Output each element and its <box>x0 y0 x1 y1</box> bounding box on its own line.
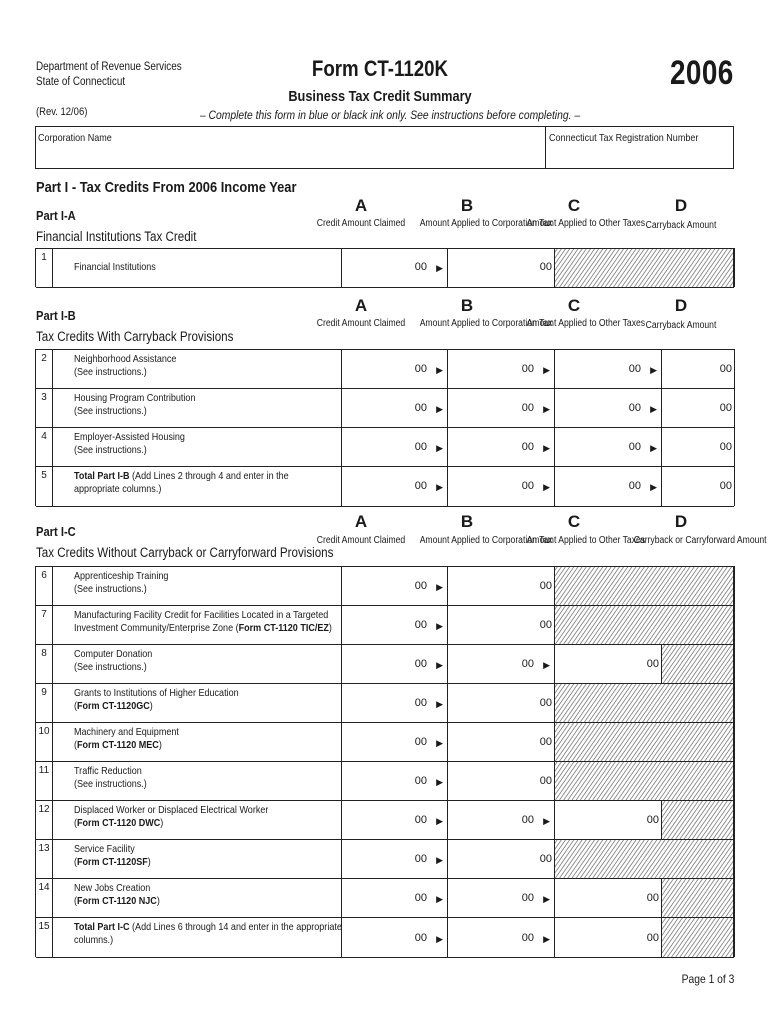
arrow-icon: ▶ <box>436 443 443 453</box>
line11-col-b[interactable] <box>448 762 555 800</box>
line-number: 6 <box>36 567 53 605</box>
column-d-desc: Carryback Amount <box>645 320 717 331</box>
shaded-area <box>662 645 734 683</box>
column-a-desc: Credit Amount Claimed <box>316 218 406 229</box>
shaded-area <box>662 879 734 917</box>
arrow-icon: ▶ <box>543 660 550 670</box>
arrow-icon: ▶ <box>650 365 657 375</box>
arrow-icon: ▶ <box>650 443 657 453</box>
cents: 00 <box>539 580 552 592</box>
table-row <box>36 879 734 918</box>
arrow-icon: ▶ <box>543 443 550 453</box>
cents: 00 <box>646 892 659 904</box>
line-number: 8 <box>36 645 53 683</box>
line-description-cell <box>53 428 342 466</box>
line-number: 4 <box>36 428 53 466</box>
column-a-desc: Credit Amount Claimed <box>316 535 406 546</box>
cents: 00 <box>539 775 552 787</box>
line-description: Neighborhood Assistance (See instructions.) <box>74 353 177 378</box>
department-name <box>36 60 182 90</box>
line4-col-d[interactable] <box>662 428 734 466</box>
cents: 00 <box>719 363 732 375</box>
line-number: 15 <box>36 918 53 957</box>
cents: 00 <box>539 619 552 631</box>
table-row <box>36 567 734 606</box>
form-subtitle: Business Tax Credit Summary <box>288 88 472 105</box>
line10-col-b[interactable] <box>448 723 555 761</box>
line-number: 2 <box>36 350 53 388</box>
column-d-desc: Carryback Amount <box>645 220 717 231</box>
line10-col-a[interactable] <box>341 723 448 761</box>
arrow-icon: ▶ <box>436 482 443 492</box>
corporation-name-field[interactable]: Corporation Name <box>38 132 112 144</box>
department-line: Department of Revenue Services <box>36 61 182 73</box>
line-description: Grants to Institutions of Higher Education (Form CT-1120GC) <box>74 687 239 712</box>
column-b-letter: B <box>460 196 474 215</box>
part-ia-title: Part I-A <box>36 208 76 223</box>
column-c-desc: Amount Applied to Other Taxes <box>526 535 646 546</box>
line-number: 10 <box>36 723 53 761</box>
shaded-area <box>555 684 734 722</box>
line8-col-c[interactable] <box>555 645 662 683</box>
line12-col-c[interactable] <box>555 801 662 839</box>
line15-col-a[interactable] <box>341 918 448 957</box>
cents: 00 <box>521 932 534 944</box>
arrow-icon: ▶ <box>436 738 443 748</box>
shaded-area <box>662 801 734 839</box>
arrow-icon: ▶ <box>436 582 443 592</box>
column-a-desc: Credit Amount Claimed <box>316 318 406 329</box>
cents: 00 <box>628 441 641 453</box>
line1-col-a[interactable] <box>341 249 448 287</box>
line-description: Housing Program Contribution (See instructions.) <box>74 392 196 417</box>
line-description-cell <box>53 762 342 800</box>
cents: 00 <box>646 658 659 670</box>
line4-col-c[interactable] <box>555 428 662 466</box>
line12-col-b[interactable] <box>448 801 555 839</box>
table-row <box>36 918 734 958</box>
column-b-letter: B <box>460 296 474 315</box>
shaded-area <box>662 918 734 957</box>
line4-col-b[interactable] <box>448 428 555 466</box>
page-number: Page 1 of 3 <box>681 972 734 986</box>
line-description: Manufacturing Facility Credit for Facilities Located in a Targeted Investment Community/Enterprise Zone (Form CT-1120 TIC/EZ) <box>74 609 332 634</box>
line-description-cell <box>53 645 342 683</box>
column-c-letter: C <box>567 296 581 315</box>
arrow-icon: ▶ <box>436 777 443 787</box>
shaded-area <box>555 840 734 878</box>
cents: 00 <box>521 480 534 492</box>
line1-col-b[interactable] <box>448 249 555 287</box>
line14-col-b[interactable] <box>448 879 555 917</box>
line-description-cell <box>53 840 342 878</box>
shaded-area <box>555 762 734 800</box>
line-description-cell <box>53 801 342 839</box>
cents: 00 <box>414 775 427 787</box>
part-ic-title: Part I-C <box>36 524 76 539</box>
line-number: 12 <box>36 801 53 839</box>
part-ib-subtitle: Tax Credits With Carryback Provisions <box>36 329 234 344</box>
part-ia-subtitle: Financial Institutions Tax Credit <box>36 229 197 244</box>
line12-col-a[interactable] <box>341 801 448 839</box>
part-ic-subtitle: Tax Credits Without Carryback or Carryforward Provisions <box>36 545 334 560</box>
line5-col-a[interactable] <box>341 467 448 506</box>
table-row <box>36 684 734 723</box>
cents: 00 <box>414 261 427 273</box>
cents: 00 <box>646 814 659 826</box>
line-number: 7 <box>36 606 53 644</box>
line-description-cell <box>53 606 342 644</box>
part-ic-table <box>35 566 735 957</box>
cents: 00 <box>539 853 552 865</box>
line-description-cell <box>53 918 342 957</box>
shaded-area <box>555 249 734 287</box>
line2-col-c[interactable] <box>555 350 662 388</box>
cents: 00 <box>414 363 427 375</box>
line-description-cell <box>53 389 342 427</box>
line3-col-a[interactable] <box>341 389 448 427</box>
cents: 00 <box>414 853 427 865</box>
column-b-desc: Amount Applied to Corporation Tax <box>419 535 553 546</box>
line6-col-a[interactable] <box>341 567 448 605</box>
column-d-letter: D <box>674 196 688 215</box>
cents: 00 <box>719 480 732 492</box>
arrow-icon: ▶ <box>543 482 550 492</box>
line-number: 1 <box>36 249 53 287</box>
line-description-cell <box>53 350 342 388</box>
line6-col-b[interactable] <box>448 567 555 605</box>
cents: 00 <box>414 441 427 453</box>
line-description: Machinery and Equipment (Form CT-1120 MEC) <box>74 726 179 751</box>
cents: 00 <box>521 441 534 453</box>
cents: 00 <box>628 402 641 414</box>
form-instructions: – Complete this form in blue or black ink only. See instructions before completing. – <box>199 108 581 122</box>
line-number: 14 <box>36 879 53 917</box>
table-row <box>36 762 734 801</box>
cents: 00 <box>521 814 534 826</box>
cents: 00 <box>521 402 534 414</box>
line2-col-d[interactable] <box>662 350 734 388</box>
line3-col-d[interactable] <box>662 389 734 427</box>
cents: 00 <box>539 736 552 748</box>
arrow-icon: ▶ <box>436 699 443 709</box>
line5-col-c[interactable] <box>555 467 662 506</box>
line2-col-a[interactable] <box>341 350 448 388</box>
column-a-letter: A <box>354 196 368 215</box>
table-row <box>36 389 734 428</box>
table-row <box>36 723 734 762</box>
arrow-icon: ▶ <box>436 855 443 865</box>
line-description-cell <box>53 567 342 605</box>
column-d-letter: D <box>674 512 688 531</box>
arrow-icon: ▶ <box>543 894 550 904</box>
column-a-letter: A <box>354 512 368 531</box>
cents: 00 <box>414 658 427 670</box>
line-number: 3 <box>36 389 53 427</box>
shaded-area <box>555 567 734 605</box>
line5-col-b[interactable] <box>448 467 555 506</box>
arrow-icon: ▶ <box>436 660 443 670</box>
part-ib-title: Part I-B <box>36 308 76 323</box>
arrow-icon: ▶ <box>436 404 443 414</box>
cents: 00 <box>521 892 534 904</box>
line8-col-a[interactable] <box>341 645 448 683</box>
cents: 00 <box>414 402 427 414</box>
table-row <box>36 840 734 879</box>
column-a-letter: A <box>354 296 368 315</box>
state-line: State of Connecticut <box>36 76 126 88</box>
line-number: 11 <box>36 762 53 800</box>
line5-col-d[interactable] <box>662 467 734 506</box>
corporation-info-divider <box>545 126 546 169</box>
arrow-icon: ▶ <box>543 816 550 826</box>
arrow-icon: ▶ <box>436 621 443 631</box>
line-description: Financial Institutions <box>74 261 156 273</box>
column-b-letter: B <box>460 512 474 531</box>
line-number: 13 <box>36 840 53 878</box>
line-description: Displaced Worker or Displaced Electrical Worker (Form CT-1120 DWC) <box>74 804 269 829</box>
line-description: Computer Donation (See instructions.) <box>74 648 153 673</box>
table-row <box>36 645 734 684</box>
table-row <box>36 606 734 645</box>
shaded-area <box>555 723 734 761</box>
cents: 00 <box>414 932 427 944</box>
line-description-cell <box>53 879 342 917</box>
cents: 00 <box>414 580 427 592</box>
column-c-desc: Amount Applied to Other Taxes <box>526 318 646 329</box>
part-ib-table <box>35 349 735 506</box>
line-number: 5 <box>36 467 53 506</box>
cents: 00 <box>628 480 641 492</box>
registration-number-field[interactable]: Connecticut Tax Registration Number <box>549 132 699 144</box>
table-row <box>36 801 734 840</box>
arrow-icon: ▶ <box>543 934 550 944</box>
arrow-icon: ▶ <box>436 365 443 375</box>
line15-col-c[interactable] <box>555 918 662 957</box>
cents: 00 <box>414 697 427 709</box>
cents: 00 <box>414 736 427 748</box>
arrow-icon: ▶ <box>650 482 657 492</box>
arrow-icon: ▶ <box>436 934 443 944</box>
line-description: Employer-Assisted Housing (See instructions.) <box>74 431 185 456</box>
line-description: New Jobs Creation (Form CT-1120 NJC) <box>74 882 160 907</box>
line-description-cell <box>53 684 342 722</box>
line-description-cell <box>53 249 342 287</box>
arrow-icon: ▶ <box>436 816 443 826</box>
table-row <box>36 350 734 389</box>
column-d-letter: D <box>674 296 688 315</box>
line7-col-a[interactable] <box>341 606 448 644</box>
cents: 00 <box>719 402 732 414</box>
table-row <box>36 428 734 467</box>
shaded-area <box>555 606 734 644</box>
part-ia-table <box>35 248 735 287</box>
line3-col-c[interactable] <box>555 389 662 427</box>
line13-col-a[interactable] <box>341 840 448 878</box>
cents: 00 <box>628 363 641 375</box>
column-d-desc: Carryback or Carryforward Amount <box>633 535 767 546</box>
line-number: 9 <box>36 684 53 722</box>
line9-col-a[interactable] <box>341 684 448 722</box>
revision-date: (Rev. 12/06) <box>36 106 88 118</box>
cents: 00 <box>414 480 427 492</box>
column-b-desc: Amount Applied to Corporation Tax <box>419 318 553 329</box>
column-c-letter: C <box>567 196 581 215</box>
line13-col-b[interactable] <box>448 840 555 878</box>
line-description: Traffic Reduction (See instructions.) <box>74 765 147 790</box>
line-description: Total Part I-B (Add Lines 2 through 4 and enter in the appropriate columns.) <box>74 470 289 495</box>
line-description: Service Facility (Form CT-1120SF) <box>74 843 151 868</box>
line-description: Apprenticeship Training (See instructions.) <box>74 570 169 595</box>
cents: 00 <box>521 658 534 670</box>
column-c-desc: Amount Applied to Other Taxes <box>526 218 646 229</box>
line7-col-b[interactable] <box>448 606 555 644</box>
line2-col-b[interactable] <box>448 350 555 388</box>
column-b-desc: Amount Applied to Corporation Tax <box>419 218 553 229</box>
part1-title: Part I - Tax Credits From 2006 Income Year <box>36 179 297 196</box>
cents: 00 <box>539 261 552 273</box>
line-description-cell <box>53 467 342 506</box>
line14-col-a[interactable] <box>341 879 448 917</box>
cents: 00 <box>646 932 659 944</box>
arrow-icon: ▶ <box>436 894 443 904</box>
cents: 00 <box>414 892 427 904</box>
arrow-icon: ▶ <box>543 365 550 375</box>
arrow-icon: ▶ <box>436 263 443 273</box>
tax-year: 2006 <box>670 54 734 92</box>
line-description-cell <box>53 723 342 761</box>
line9-col-b[interactable] <box>448 684 555 722</box>
cents: 00 <box>521 363 534 375</box>
table-row <box>36 249 734 288</box>
arrow-icon: ▶ <box>543 404 550 414</box>
line3-col-b[interactable] <box>448 389 555 427</box>
table-row <box>36 467 734 507</box>
column-c-letter: C <box>567 512 581 531</box>
line8-col-b[interactable] <box>448 645 555 683</box>
line14-col-c[interactable] <box>555 879 662 917</box>
cents: 00 <box>719 441 732 453</box>
line11-col-a[interactable] <box>341 762 448 800</box>
line-description: Total Part I-C (Add Lines 6 through 14 and enter in the appropriate columns.) <box>74 921 342 946</box>
cents: 00 <box>414 814 427 826</box>
line4-col-a[interactable] <box>341 428 448 466</box>
form-title: Form CT-1120K <box>311 56 449 81</box>
cents: 00 <box>414 619 427 631</box>
arrow-icon: ▶ <box>650 404 657 414</box>
line15-col-b[interactable] <box>448 918 555 957</box>
cents: 00 <box>539 697 552 709</box>
